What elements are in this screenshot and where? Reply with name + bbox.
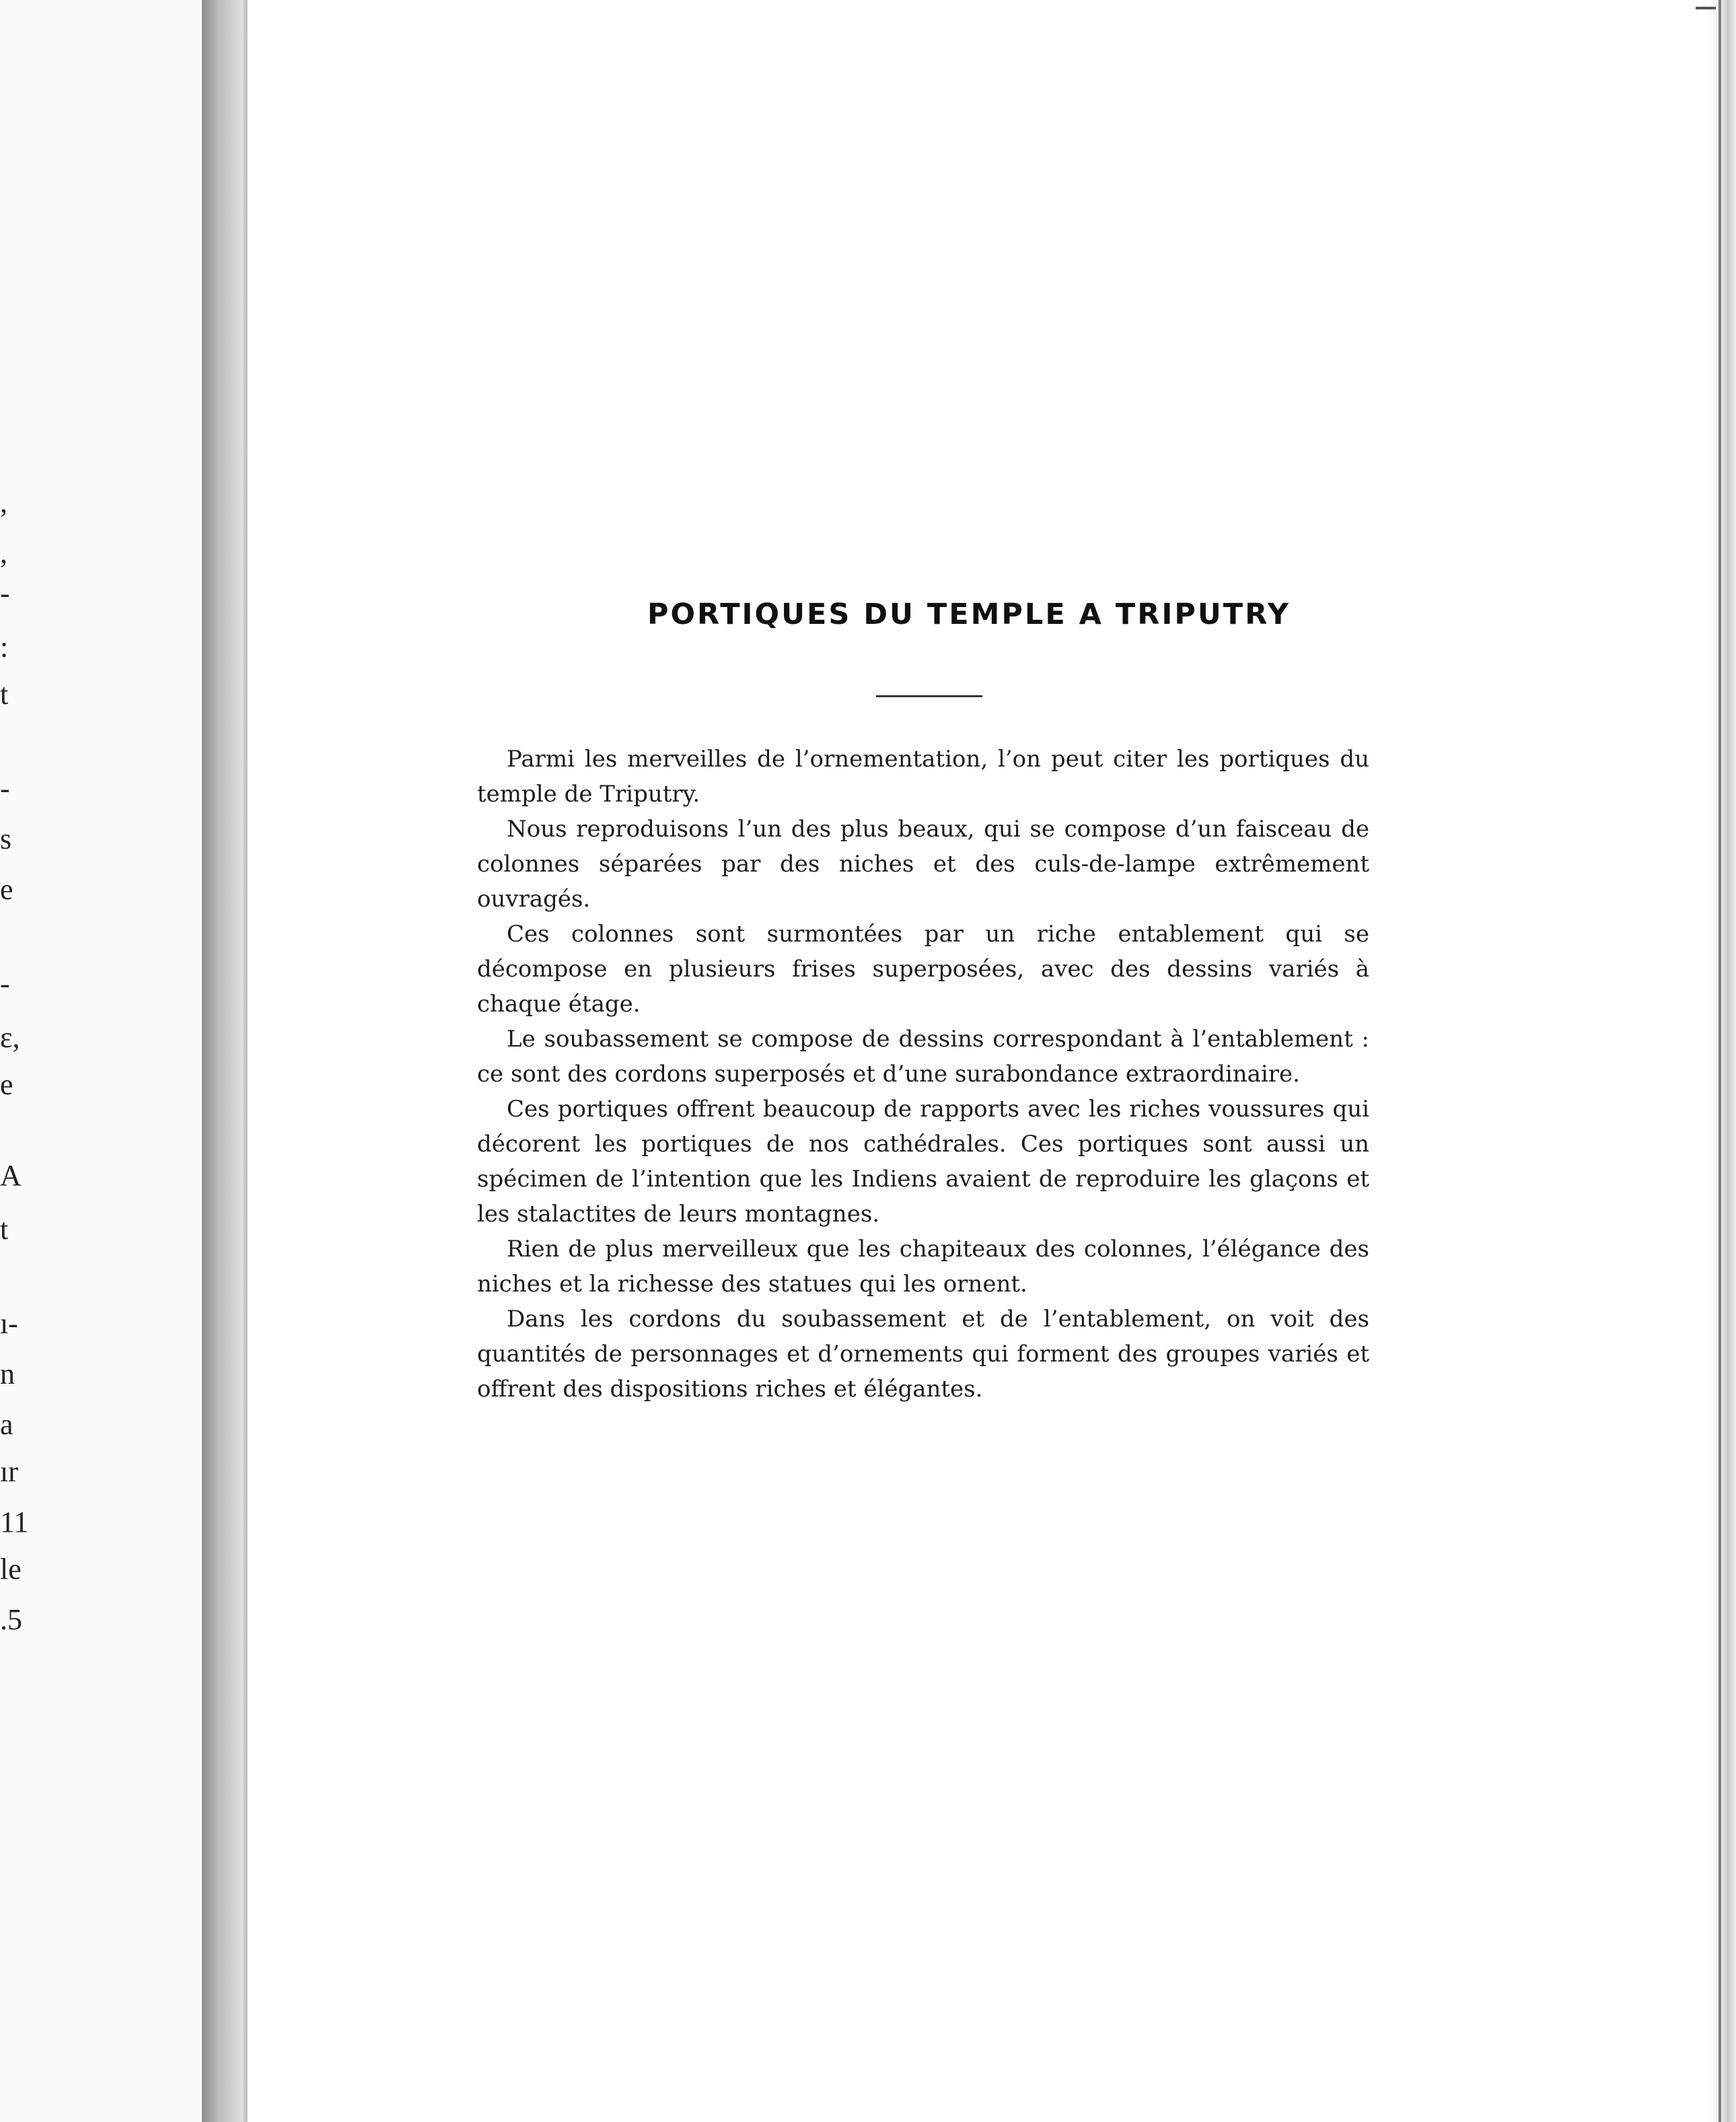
page-edge-line (1719, 0, 1721, 2122)
facing-page-text: - (0, 772, 10, 805)
facing-page-text: le (0, 1553, 22, 1586)
facing-page-text: t (0, 1213, 9, 1246)
facing-page-text: n (0, 1357, 15, 1390)
paragraph: Dans les cordons du soubassement et de l’entablement, on voit des quantités de personnages et d’ornements qui forment des groupes variés et offrent des dispositions riches et élégantes. (477, 1306, 1369, 1403)
paragraph: Le soubassement se compose de dessins correspondant à l’entablement : ce sont des cordons superposés et d’une surabondance extraordinaire. (477, 1026, 1369, 1088)
scan-mark (1696, 7, 1716, 9)
facing-page-text: 11 (0, 1506, 29, 1539)
page-title: PORTIQUES DU TEMPLE A TRIPUTRY (647, 598, 1291, 631)
facing-page-text: a (0, 1408, 13, 1441)
facing-page-text: t (0, 678, 9, 711)
paragraph: Rien de plus merveilleux que les chapiteaux des colonnes, l’élégance des niches et la richesse des statues qui les ornent. (477, 1236, 1369, 1298)
paragraph: Nous reproduisons l’un des plus beaux, qui se compose d’un faisceau de colonnes séparées par des niches et des culs-de-lampe extrêmement ouvragés. (477, 816, 1369, 913)
facing-page-text: , (0, 536, 7, 569)
facing-page-text: , (0, 486, 7, 519)
facing-page-text: - (0, 577, 10, 610)
facing-page-text: ı- (0, 1307, 18, 1340)
page-edge (1709, 0, 1736, 2122)
body-text (477, 742, 1369, 1407)
facing-page-text: A (0, 1159, 22, 1192)
facing-page-text: : (0, 631, 9, 664)
facing-page-text: - (0, 967, 10, 1000)
paragraph: Ces portiques offrent beaucoup de rapports avec les riches voussures qui décorent les portiques de nos cathédrales. Ces portiques sont aussi un spécimen de l’intention que les Indiens avaient de reproduire les glaçons et les stalactites de leurs montagnes. (477, 1096, 1369, 1228)
gutter-edge (244, 0, 248, 2122)
facing-page-text: e (0, 873, 13, 906)
paragraph: Ces colonnes sont surmontées par un riche entablement qui se décompose en plusieurs frises superposées, avec des dessins variés à chaque étage. (477, 921, 1369, 1018)
facing-page-fragment (0, 0, 202, 2122)
facing-page-text: e (0, 1068, 13, 1101)
facing-page-text: ır (0, 1455, 18, 1488)
facing-page-text: .5 (0, 1603, 22, 1636)
facing-page-text: s (0, 822, 12, 855)
facing-page-text: ɛ, (0, 1021, 20, 1054)
title-divider (876, 695, 982, 697)
paragraph: Parmi les merveilles de l’ornementation, l’on peut citer les portiques du temple de Triputry. (477, 746, 1369, 808)
book-gutter (202, 0, 248, 2122)
